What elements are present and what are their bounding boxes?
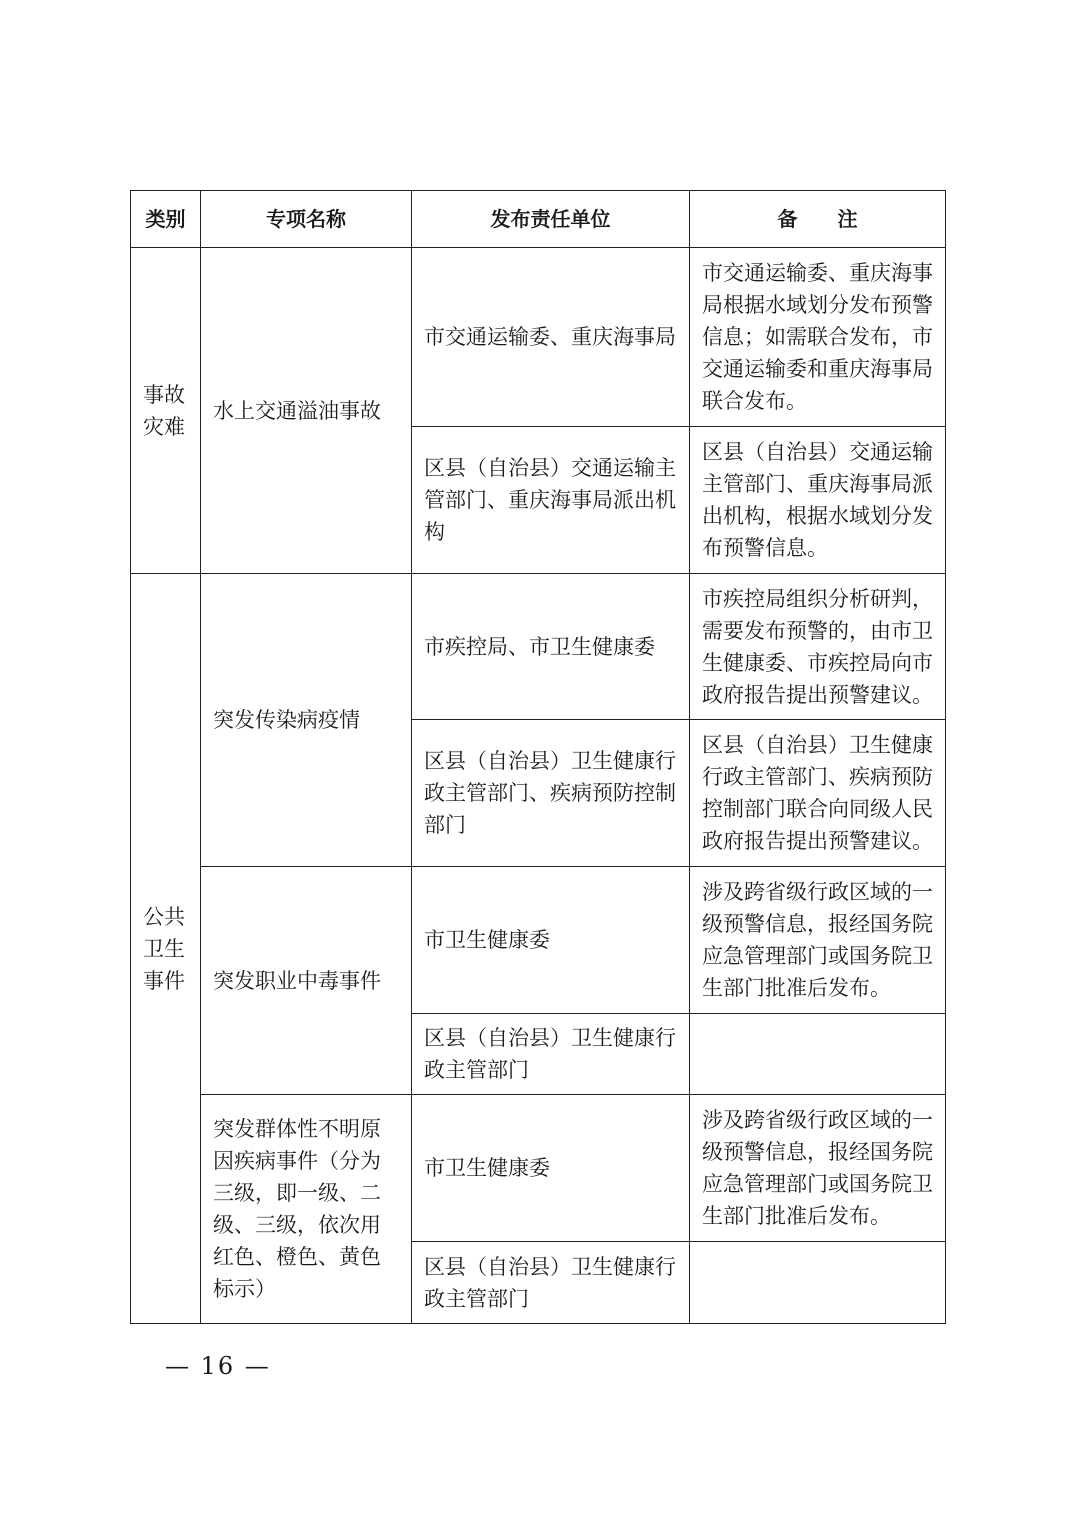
category-cell-public-health [131, 574, 201, 1324]
note-cell: 市疾控局组织分析研判，需要发布预警的，由市卫生健康委、市疾控局向市政府报告提出预警建议。 [690, 574, 946, 720]
page-number: — 16 — [165, 1352, 271, 1380]
header-name: 专项名称 [201, 191, 412, 248]
table-row [131, 574, 946, 720]
item-name-cell: 突发群体性不明原因疾病事件（分为三级，即一级、二级、三级，依次用红色、橙色、黄色标示） [201, 1095, 412, 1324]
table-row [131, 248, 946, 427]
header-unit: 发布责任单位 [412, 191, 690, 248]
category-label: 公共卫生事件 [143, 904, 185, 993]
note-cell: 区县（自治县）卫生健康行政主管部门、疾病预防控制部门联合向同级人民政府报告提出预警建议。 [690, 720, 946, 867]
table-row [131, 1095, 946, 1242]
category-cell-accident [131, 248, 201, 574]
table-row [131, 867, 946, 1014]
note-cell: 涉及跨省级行政区域的一级预警信息，报经国务院应急管理部门或国务院卫生部门批准后发布。 [690, 867, 946, 1014]
unit-cell: 区县（自治县）卫生健康行政主管部门 [412, 1242, 690, 1324]
table-header-row [131, 191, 946, 248]
note-cell: 涉及跨省级行政区域的一级预警信息，报经国务院应急管理部门或国务院卫生部门批准后发布。 [690, 1095, 946, 1242]
item-name-cell: 突发传染病疫情 [201, 574, 412, 867]
item-name-cell: 突发职业中毒事件 [201, 867, 412, 1095]
header-category: 类别 [131, 191, 201, 248]
category-label: 事故灾难 [143, 382, 185, 439]
note-cell: 区县（自治县）交通运输主管部门、重庆海事局派出机构，根据水域划分发布预警信息。 [690, 427, 946, 574]
unit-cell: 市卫生健康委 [412, 1095, 690, 1242]
unit-cell: 市交通运输委、重庆海事局 [412, 248, 690, 427]
note-cell [690, 1242, 946, 1324]
unit-cell: 区县（自治县）卫生健康行政主管部门 [412, 1014, 690, 1095]
unit-cell: 市疾控局、市卫生健康委 [412, 574, 690, 720]
note-cell [690, 1014, 946, 1095]
unit-cell: 市卫生健康委 [412, 867, 690, 1014]
unit-cell: 区县（自治县）交通运输主管部门、重庆海事局派出机构 [412, 427, 690, 574]
header-note: 备 注 [690, 191, 946, 248]
warning-responsibility-table [130, 190, 946, 1324]
unit-cell: 区县（自治县）卫生健康行政主管部门、疾病预防控制部门 [412, 720, 690, 867]
note-cell: 市交通运输委、重庆海事局根据水域划分发布预警信息；如需联合发布，市交通运输委和重庆海事局联合发布。 [690, 248, 946, 427]
item-name-cell: 水上交通溢油事故 [201, 248, 412, 574]
